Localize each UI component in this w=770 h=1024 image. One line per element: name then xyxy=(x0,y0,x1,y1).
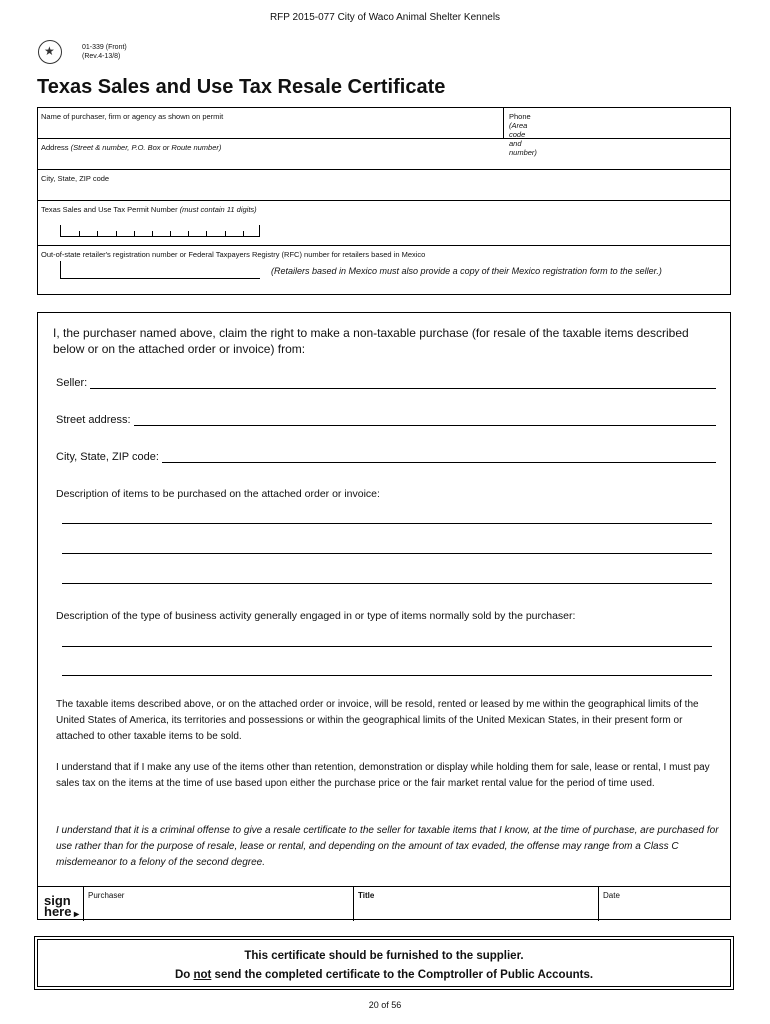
permit-digit-boxes[interactable] xyxy=(60,225,260,237)
purchaser-info-box xyxy=(37,107,731,295)
sign-here-icon: sign here xyxy=(44,893,72,919)
phone-hint: (Area code and number) xyxy=(509,121,537,157)
phone-label: Phone xyxy=(509,112,531,121)
signature-row xyxy=(38,886,730,920)
address-field[interactable] xyxy=(38,139,730,170)
seller-city-line[interactable] xyxy=(162,453,716,463)
title-label: Title xyxy=(358,891,375,900)
purchaser-name-label: Name of purchaser, firm or agency as shown on permit xyxy=(41,112,224,121)
notice-line-2: Do not send the completed certificate to the Comptroller of Public Accounts. xyxy=(174,969,594,981)
rfc-input[interactable] xyxy=(60,261,260,279)
claim-statement: I, the purchaser named above, claim the right to make a non-taxable purchase (for resale of the taxable items described below or on the attached order or invoice) from: xyxy=(53,326,689,356)
address-label: Address xyxy=(41,143,69,152)
city-state-zip-label: City, State, ZIP code xyxy=(41,174,110,183)
items-description-label: Description of items to be purchased on the attached order or invoice: xyxy=(56,488,380,500)
title-field[interactable] xyxy=(353,887,598,921)
rfc-note: (Retailers based in Mexico must also provide a copy of their Mexico registration form to the seller.) xyxy=(271,266,662,276)
items-description-line[interactable] xyxy=(62,523,712,524)
digit-divider xyxy=(243,231,244,236)
business-activity-line[interactable] xyxy=(62,646,712,647)
seller-field[interactable] xyxy=(56,377,716,389)
digit-divider xyxy=(79,231,80,236)
permit-hint: (must contain 11 digits) xyxy=(179,205,257,214)
page-number: 20 of 56 xyxy=(368,1000,402,1010)
items-description-line[interactable] xyxy=(62,553,712,554)
address-hint: (Street & number, P.O. Box or Route number) xyxy=(70,143,222,152)
purchaser-signature-field[interactable] xyxy=(83,887,353,921)
permit-number-field xyxy=(38,201,730,246)
form-number: 01-339 (Front) xyxy=(82,44,127,51)
digit-divider xyxy=(152,231,153,236)
arrow-right-icon: ▸ xyxy=(74,909,80,920)
date-label: Date xyxy=(603,891,620,900)
seller-city-label: City, State, ZIP code: xyxy=(56,451,159,463)
permit-label: Texas Sales and Use Tax Permit Number xyxy=(41,205,178,214)
phone-field[interactable] xyxy=(503,108,537,157)
page-header: RFP 2015-077 City of Waco Animal Shelter Kennels xyxy=(269,12,501,23)
digit-divider xyxy=(134,231,135,236)
texas-seal-icon xyxy=(38,40,62,64)
digit-divider xyxy=(97,231,98,236)
seller-label: Seller: xyxy=(56,377,88,389)
supplier-notice xyxy=(37,939,731,987)
form-title: Texas Sales and Use Tax Resale Certificate xyxy=(37,76,446,98)
criminal-offense-warning: I understand that it is a criminal offense to give a resale certificate to the seller for taxable items that I know, at the time of purchase, are purchased for use rather than for the purpose of resale, lease or rental, and depending on the amount of tax evaded, the offense may range from a Class C misdemeanor to a felony of the second degree. xyxy=(56,825,719,868)
purchaser-signature-label: Purchaser xyxy=(88,891,125,900)
city-state-zip-field[interactable] xyxy=(38,170,730,201)
form-revision: (Rev.4-13/8) xyxy=(82,53,121,60)
digit-divider xyxy=(206,231,207,236)
street-address-label: Street address: xyxy=(56,414,131,426)
form-id xyxy=(38,40,127,64)
street-address-line[interactable] xyxy=(134,416,716,426)
rfc-number-field xyxy=(38,246,730,295)
use-tax-declaration: I understand that if I make any use of the items other than retention, demonstration or display while holding them for sale, lease or rental, I must pay sales tax on the items at the time of use based upon either the purchase price or the fair market rental value for the period of time used. xyxy=(56,762,710,789)
resale-declaration: The taxable items described above, or on the attached order or invoice, will be resold, rented or leased by me within the geographical limits of the United States of America, its territories and possessions or within the geographical limits of the United Mexican States, in their present form or attached to other taxable items to be sold. xyxy=(56,699,699,742)
digit-divider xyxy=(170,231,171,236)
notice-line-1: This certificate should be furnished to the supplier. xyxy=(244,950,524,962)
business-activity-line[interactable] xyxy=(62,675,712,676)
resale-claim-box xyxy=(37,312,731,920)
seller-line[interactable] xyxy=(90,379,716,389)
digit-divider xyxy=(116,231,117,236)
street-address-field[interactable] xyxy=(56,414,716,426)
date-field[interactable] xyxy=(598,887,730,921)
rfc-label: Out-of-state retailer's registration number or Federal Taxpayers Registry (RFC) number for retailers based in Mexico xyxy=(41,250,426,259)
digit-divider xyxy=(225,231,226,236)
business-activity-label: Description of the type of business activity generally engaged in or type of items normally sold by the purchaser: xyxy=(56,610,576,622)
digit-divider xyxy=(188,231,189,236)
items-description-line[interactable] xyxy=(62,583,712,584)
seller-city-field[interactable] xyxy=(56,451,716,463)
